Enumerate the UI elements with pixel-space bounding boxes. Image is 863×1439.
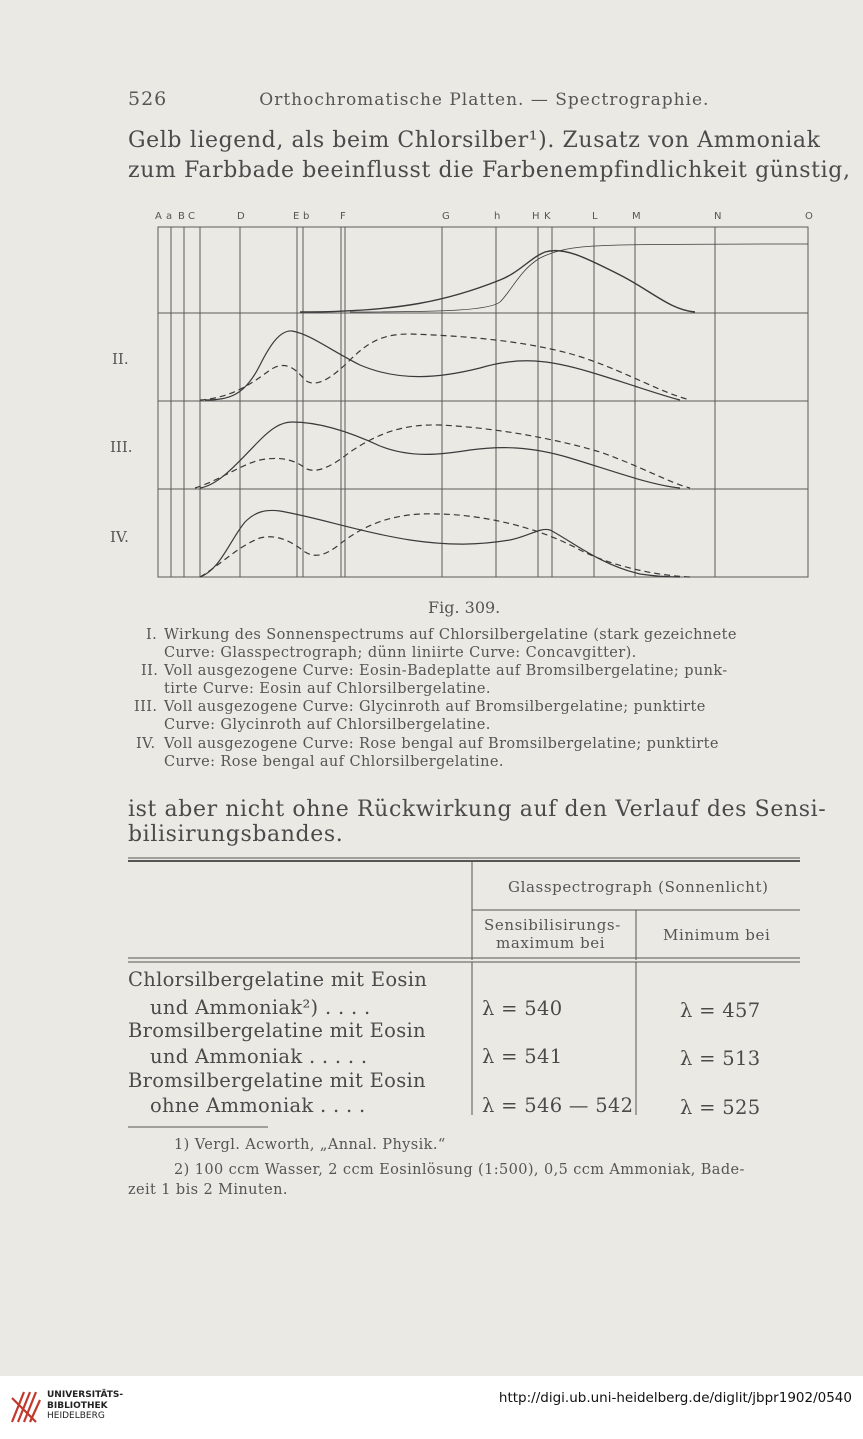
spectral-letter: D: [237, 211, 245, 222]
table-cell-max: λ = 541: [482, 1045, 563, 1068]
spectral-letter: a: [166, 211, 173, 222]
caption-line: Voll ausgezogene Curve: Rose bengal auf Bromsilbergelatine; punktirte: [164, 736, 719, 752]
row-label-III: III.: [110, 438, 133, 456]
caption-line: Voll ausgezogene Curve: Eosin-Badeplatte auf Bromsilbergelatine; punk-: [164, 663, 728, 679]
footnote-1: 1) Vergl. Acworth, „Annal. Physik.“: [174, 1137, 446, 1153]
logo-line: UNIVERSITÄTS-: [47, 1390, 124, 1400]
spectral-letter: L: [592, 211, 598, 222]
table-cell-min: λ = 457: [680, 999, 761, 1022]
table-row-label: Chlorsilbergelatine mit Eosin: [128, 968, 428, 991]
body-text-line: zum Farbbade beeinflusst die Farbenempfindlichkeit günstig,: [128, 158, 851, 183]
row-label-II: II.: [112, 350, 129, 368]
figure-title: Fig. 309.: [428, 598, 501, 617]
caption-line: Curve: Glasspectrograph; dünn liniirte Curve: Concavgitter).: [164, 645, 637, 661]
caption-num-I: I.: [146, 627, 158, 643]
spectral-letter: B: [178, 211, 185, 222]
table-col-header-max: Sensibilisirungs-: [484, 916, 621, 934]
table-row-label: ohne Ammoniak . . . .: [150, 1094, 366, 1117]
logo-line: HEIDELBERG: [47, 1411, 105, 1421]
university-library-logo-icon: [10, 1388, 42, 1424]
row-label-IV: IV.: [110, 528, 129, 546]
page-number: 526: [128, 88, 168, 110]
spectral-letter: E: [293, 211, 300, 222]
spectral-letter: A: [155, 211, 162, 222]
spectral-letter: O: [805, 211, 813, 222]
caption-line: Curve: Rose bengal auf Chlorsilbergelatine.: [164, 754, 504, 770]
caption-line: Wirkung des Sonnenspectrums auf Chlorsilbergelatine (stark gezeichnete: [164, 627, 737, 643]
spectral-letter: N: [714, 211, 722, 222]
table-cell-max: λ = 540: [482, 997, 563, 1020]
table-row-label: Bromsilbergelatine mit Eosin: [128, 1019, 426, 1042]
caption-line: tirte Curve: Eosin auf Chlorsilbergelatine.: [164, 681, 491, 697]
table-row-label: und Ammoniak . . . . .: [150, 1045, 368, 1068]
spectral-letter: F: [340, 211, 346, 222]
table-cell-min: λ = 513: [680, 1047, 761, 1070]
spectral-letter: K: [544, 211, 551, 222]
table-col-header-min: Minimum bei: [663, 926, 771, 944]
body-text-line: ist aber nicht ohne Rückwirkung auf den Verlauf des Sensi-: [128, 797, 827, 822]
caption-line: Voll ausgezogene Curve: Glycinroth auf Bromsilbergelatine; punktirte: [164, 699, 706, 715]
library-logo-text: [47, 1390, 123, 1422]
table-row-label: Bromsilbergelatine mit Eosin: [128, 1069, 426, 1092]
body-text-line: Gelb liegend, als beim Chlorsilber¹). Zusatz von Ammoniak: [128, 128, 821, 153]
library-footer: [0, 1376, 863, 1439]
spectral-letter: C: [188, 211, 195, 222]
table-cell-max: λ = 546 — 542: [482, 1094, 634, 1117]
caption-num-IV: IV.: [136, 736, 156, 752]
spectral-letter: h: [494, 211, 501, 222]
spectral-letter: G: [442, 211, 450, 222]
footnote-2: 2) 100 ccm Wasser, 2 ccm Eosinlösung (1:500), 0,5 ccm Ammoniak, Bade-: [174, 1162, 745, 1178]
table-cell-min: λ = 525: [680, 1096, 761, 1119]
caption-line: Curve: Glycinroth auf Chlorsilbergelatine.: [164, 717, 491, 733]
spectral-letter: b: [303, 211, 310, 222]
spectral-letter: M: [632, 211, 641, 222]
table-row-label: und Ammoniak²) . . . .: [150, 996, 371, 1019]
table-group-header: Glasspectrograph (Sonnenlicht): [508, 878, 769, 896]
footnote-2-cont: zeit 1 bis 2 Minuten.: [128, 1182, 288, 1198]
body-text-line: bilisirungsbandes.: [128, 822, 344, 847]
permalink-url[interactable]: http://digi.ub.uni-heidelberg.de/diglit/jbpr1902/0540: [498, 1390, 852, 1406]
caption-num-II: II.: [141, 663, 159, 679]
logo-line: BIBLIOTHEK: [47, 1400, 108, 1411]
caption-num-III: III.: [134, 699, 158, 715]
row-label-I: I.: [123, 272, 134, 290]
running-head-title: Orthochromatische Platten. — Spectrographie.: [259, 90, 710, 110]
table-col-header-max: maximum bei: [496, 934, 606, 952]
spectral-letter: H: [532, 211, 540, 222]
